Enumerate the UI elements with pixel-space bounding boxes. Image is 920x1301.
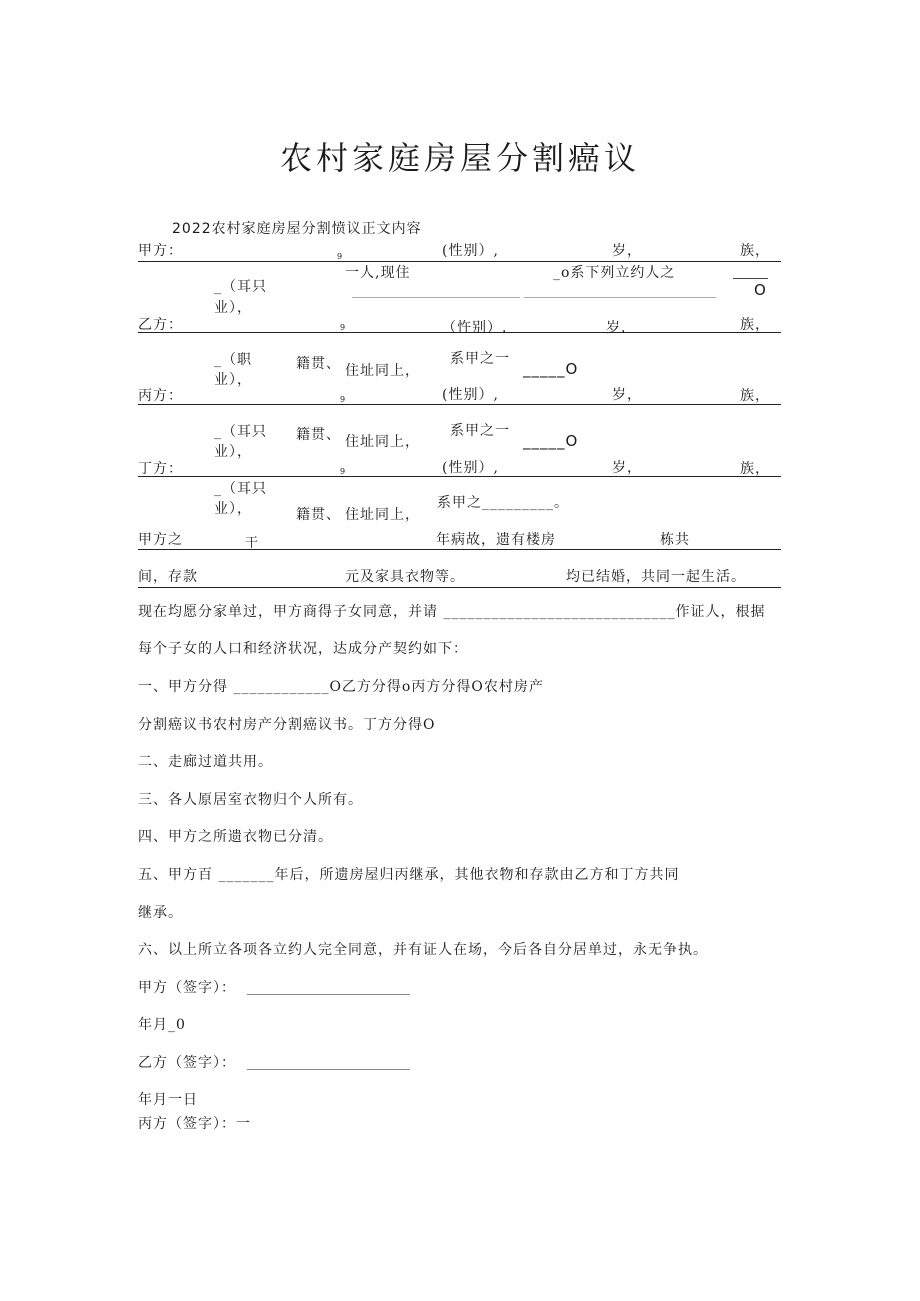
gender-label: （忤别）. bbox=[442, 320, 508, 336]
ethnicity-label: 族， bbox=[740, 243, 770, 259]
death-mark: 干 bbox=[245, 536, 260, 551]
estate-lead: 间，存款 bbox=[138, 569, 198, 585]
end-mark: O bbox=[754, 281, 767, 299]
paragraph: 每个子女的人口和经济状况，达成分产契约如下： bbox=[138, 641, 468, 657]
signature-line bbox=[247, 1069, 410, 1070]
gender-label: (性别）, bbox=[442, 243, 499, 259]
document-subtitle: 2022农村家庭房屋分割愤议正文内容 bbox=[172, 221, 422, 237]
clause-5: 五、甲方百 _______年后，所遗房屋归丙继承，其他衣物和存款由乙方和丁方共同 bbox=[138, 867, 680, 883]
ethnicity-label: 族， bbox=[740, 317, 770, 333]
relation-label: 系甲之_________。 bbox=[437, 495, 569, 511]
native-place-label: 籍贯、 bbox=[296, 356, 341, 372]
row-rule bbox=[138, 261, 781, 262]
clause-3: 三、各人原居室衣物归个人所有。 bbox=[138, 792, 363, 808]
signature-line bbox=[247, 994, 410, 995]
row-rule bbox=[138, 587, 781, 588]
ethnicity-label: 族， bbox=[740, 461, 770, 477]
address-label: 住址同上， bbox=[345, 434, 420, 450]
occupation-label: _（耳只 bbox=[214, 279, 267, 295]
house-unit: 栋共 bbox=[660, 532, 690, 548]
clause-6: 六、以上所立各项各立约人完全同意，并有证人在场，今后各自分居单过，永无争执。 bbox=[138, 942, 708, 958]
row-rule bbox=[138, 549, 781, 550]
end-mark: _____O bbox=[523, 360, 579, 378]
signature-yi: 乙方（签字）： bbox=[138, 1055, 236, 1071]
date-line: 年月_0 bbox=[138, 1017, 186, 1033]
age-label: 岁. bbox=[606, 320, 627, 336]
estate-money: 元及家具衣物等。 bbox=[345, 569, 465, 585]
address-label: 住址同上， bbox=[345, 363, 420, 379]
clause-1-continued: 分割癌议书农村房产分割癌议书。丁方分得O bbox=[138, 717, 436, 733]
comma-mark: 9 bbox=[340, 323, 347, 332]
signature-jia: 甲方（签字）： bbox=[138, 980, 236, 996]
signature-bing: 丙方（签字）：一 bbox=[138, 1116, 251, 1132]
gender-label: (性别）, bbox=[442, 387, 499, 403]
occupation-suffix: 业）， bbox=[214, 300, 252, 316]
relation-label: 系甲之一 bbox=[450, 351, 510, 367]
residence-label: 一人,现住 bbox=[345, 265, 411, 281]
clause-5-continued: 继承。 bbox=[138, 905, 183, 921]
party-label: 甲方： bbox=[138, 243, 183, 259]
document-title: 农村家庭房屋分割癌议 bbox=[279, 139, 640, 177]
ethnicity-label: 族， bbox=[740, 388, 770, 404]
occupation-label: _（耳只 bbox=[214, 481, 267, 497]
party-label: 丙方： bbox=[138, 388, 183, 404]
clause-1: 一、甲方分得 ____________O乙方分得o丙方分得O农村房产 bbox=[138, 679, 544, 695]
occupation-label: _（职 bbox=[214, 352, 252, 368]
party-label: 丁方： bbox=[138, 461, 183, 477]
comma-mark: 9 bbox=[340, 467, 347, 476]
comma-mark: 9 bbox=[340, 395, 347, 404]
paragraph: 现在均愿分家单过，甲方商得子女同意，并请 _____________________________作证人，根据 bbox=[138, 604, 766, 620]
occupation-suffix: 业）， bbox=[214, 501, 252, 517]
native-place-label: 籍贯、 bbox=[296, 427, 341, 443]
estate-married: 均已结婚，共同一起生活。 bbox=[566, 569, 746, 585]
blank-line bbox=[352, 297, 520, 298]
age-label: 岁， bbox=[612, 243, 642, 259]
row-rule bbox=[138, 476, 781, 477]
death-lead: 甲方之 bbox=[138, 532, 183, 548]
comma-mark: 9 bbox=[337, 252, 344, 261]
age-label: 岁， bbox=[612, 387, 642, 403]
clause-4: 四、甲方之所遗衣物已分清。 bbox=[138, 829, 333, 845]
end-mark: _____O bbox=[523, 432, 579, 450]
occupation-label: _（耳只 bbox=[214, 424, 267, 440]
relation-label: _o系下列立约人之 bbox=[553, 265, 676, 281]
age-label: 岁， bbox=[612, 460, 642, 476]
native-place-label: 籍贯、 bbox=[296, 507, 341, 523]
relation-label: 系甲之一 bbox=[450, 423, 510, 439]
blank-line bbox=[524, 297, 716, 298]
row-rule bbox=[138, 404, 781, 405]
occupation-suffix: 业）， bbox=[214, 444, 252, 460]
date-line: 年月一日 bbox=[138, 1092, 198, 1108]
occupation-suffix: 业）， bbox=[214, 372, 252, 388]
gender-label: (性别）, bbox=[442, 460, 499, 476]
party-label: 乙方： bbox=[138, 317, 183, 333]
clause-2: 二、走廊过道共用。 bbox=[138, 754, 273, 770]
address-label: 住址同上， bbox=[345, 507, 420, 523]
row-rule bbox=[138, 332, 781, 333]
death-year: 年病故，遗有楼房 bbox=[436, 532, 556, 548]
blank-line bbox=[733, 278, 768, 279]
